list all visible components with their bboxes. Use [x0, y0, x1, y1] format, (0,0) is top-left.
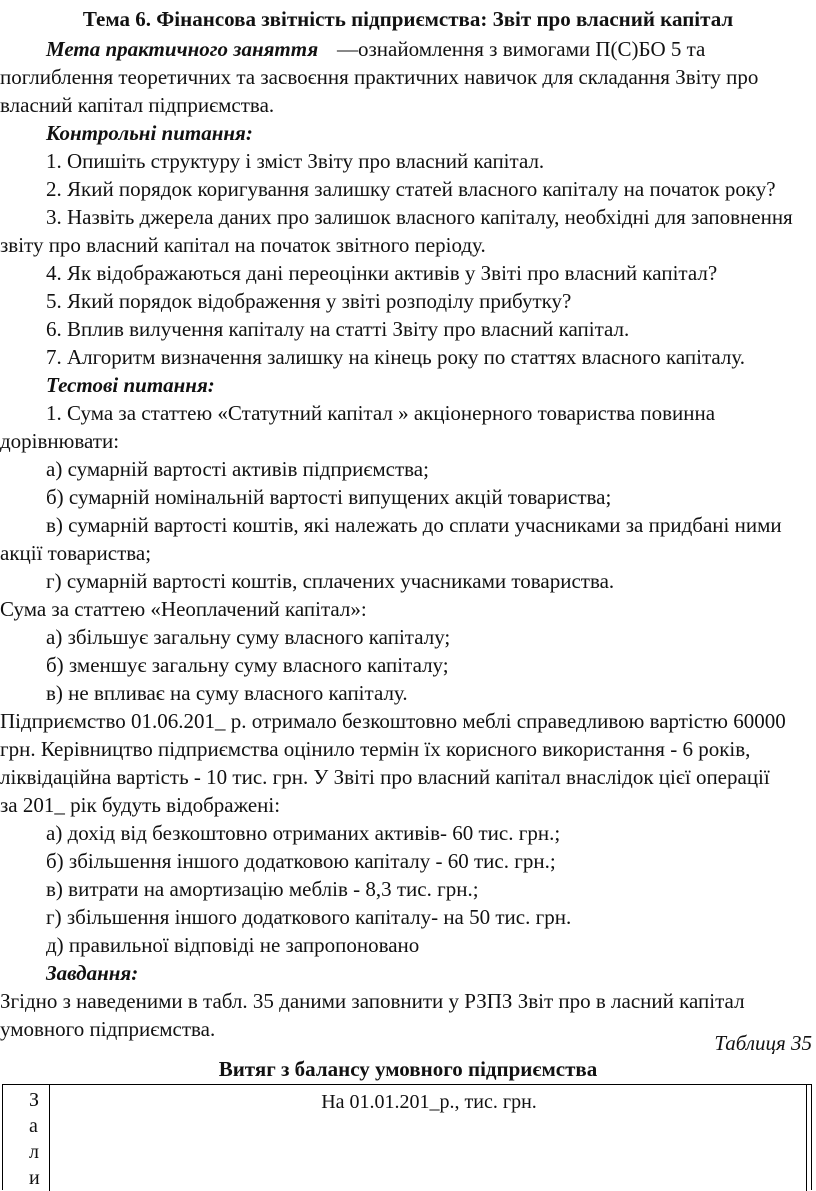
- test-3-option-b: б) збільшення іншого додатковою капіталу - 60 тис. грн.;: [46, 849, 556, 873]
- control-question-4: 4. Як відображаються дані переоцінки активів у Звіті про власний капітал?: [46, 261, 718, 285]
- test-3-option-a: а) дохід від безкоштовно отриманих активів- 60 тис. грн.;: [46, 821, 561, 845]
- vertical-header-char: л: [29, 1141, 39, 1163]
- test-1-option-c: в) сумарній вартості коштів, які належать до сплати учасниками за придбані ними: [46, 513, 782, 537]
- table-caption: Таблиця 35: [714, 1031, 812, 1055]
- test-1-option-d: г) сумарній вартості коштів, сплачених учасниками товариства.: [46, 569, 615, 593]
- test-2-option-c: в) не впливає на суму власного капіталу.: [46, 681, 408, 705]
- test-3-option-d: г) збільшення іншого додаткового капіталу- на 50 тис. грн.: [46, 905, 572, 929]
- table-header-vertical-cell: [3, 1085, 50, 1191]
- balance-extract-table: [2, 1084, 812, 1190]
- test-question-3-line4: за 201_ рік будуть відображені:: [0, 793, 281, 817]
- test-question-3-line3: ліквідаційна вартість - 10 тис. грн. У Звіті про власний капітал внаслідок цієї операції: [0, 765, 770, 789]
- test-2-option-a: а) збільшує загальну суму власного капіталу;: [46, 625, 451, 649]
- task-text-line1: Згідно з наведеними в табл. 35 даними заповнити у РЗПЗ Звіт про в ласний капітал: [0, 989, 745, 1013]
- goal-label: Мета практичного заняття: [46, 37, 319, 61]
- test-question-2: Сума за статтею «Неоплачений капітал»:: [0, 597, 367, 621]
- control-question-3: 3. Назвіть джерела даних про залишок власного капіталу, необхідні для заповнення: [46, 205, 793, 229]
- test-1-option-a: а) сумарній вартості активів підприємства;: [46, 457, 429, 481]
- test-question-1: 1. Сума за статтею «Статутний капітал » акціонерного товариства повинна: [46, 401, 716, 425]
- goal-text-line1: —ознайомлення з вимогами П(С)БО 5 та: [337, 37, 706, 61]
- test-2-option-b: б) зменшує загальну суму власного капіталу;: [46, 653, 449, 677]
- vertical-header-char: З: [29, 1089, 40, 1111]
- vertical-header-char: и: [29, 1167, 40, 1189]
- vertical-header-char: а: [29, 1115, 38, 1137]
- test-question-1-cont: дорівнювати:: [0, 429, 120, 453]
- control-question-1: 1. Опишіть структуру і зміст Звіту про власний капітал.: [46, 149, 545, 173]
- test-question-3-line2: грн. Керівництво підприємства оцінило термін їх корисного використання - 6 років,: [0, 737, 751, 761]
- table-right-divider: [806, 1085, 807, 1191]
- test-1-option-c-cont: акції товариства;: [0, 541, 152, 565]
- test-question-3: Підприємство 01.06.201_ р. отримало безкоштовно меблі справедливою вартістю 60000: [0, 709, 786, 733]
- table-header-date: На 01.01.201_р., тис. грн.: [321, 1091, 537, 1113]
- task-text-line2: умовного підприємства.: [0, 1017, 216, 1041]
- test-1-option-b: б) сумарній номінальній вартості випущених акцій товариства;: [46, 485, 612, 509]
- goal-text-line3: власний капітал підприємства.: [0, 93, 275, 117]
- control-question-3-cont: звіту про власний капітал на початок звітного періоду.: [0, 233, 486, 257]
- table-title: Витяг з балансу умовного підприємства: [218, 1057, 598, 1081]
- test-questions-heading: Тестові питання:: [46, 373, 215, 397]
- task-heading: Завдання:: [46, 961, 139, 985]
- control-question-2: 2. Який порядок коригування залишку статей власного капіталу на початок року?: [46, 177, 776, 201]
- test-3-option-e: д) правильної відповіді не запропоновано: [46, 933, 420, 957]
- page-title: Тема 6. Фінансова звітність підприємства: Звіт про власний капітал: [82, 7, 734, 31]
- goal-text-line2: поглиблення теоретичних та засвоєння практичних навичок для складання Звіту про: [0, 65, 759, 89]
- control-question-5: 5. Який порядок відображення у звіті розподілу прибутку?: [46, 289, 572, 313]
- control-questions-heading: Контрольні питання:: [46, 121, 253, 145]
- control-question-6: 6. Вплив вилучення капіталу на статті Звіту про власний капітал.: [46, 317, 630, 341]
- test-3-option-c: в) витрати на амортизацію меблів - 8,3 тис. грн.;: [46, 877, 479, 901]
- control-question-7: 7. Алгоритм визначення залишку на кінець року по статтях власного капіталу.: [46, 345, 746, 369]
